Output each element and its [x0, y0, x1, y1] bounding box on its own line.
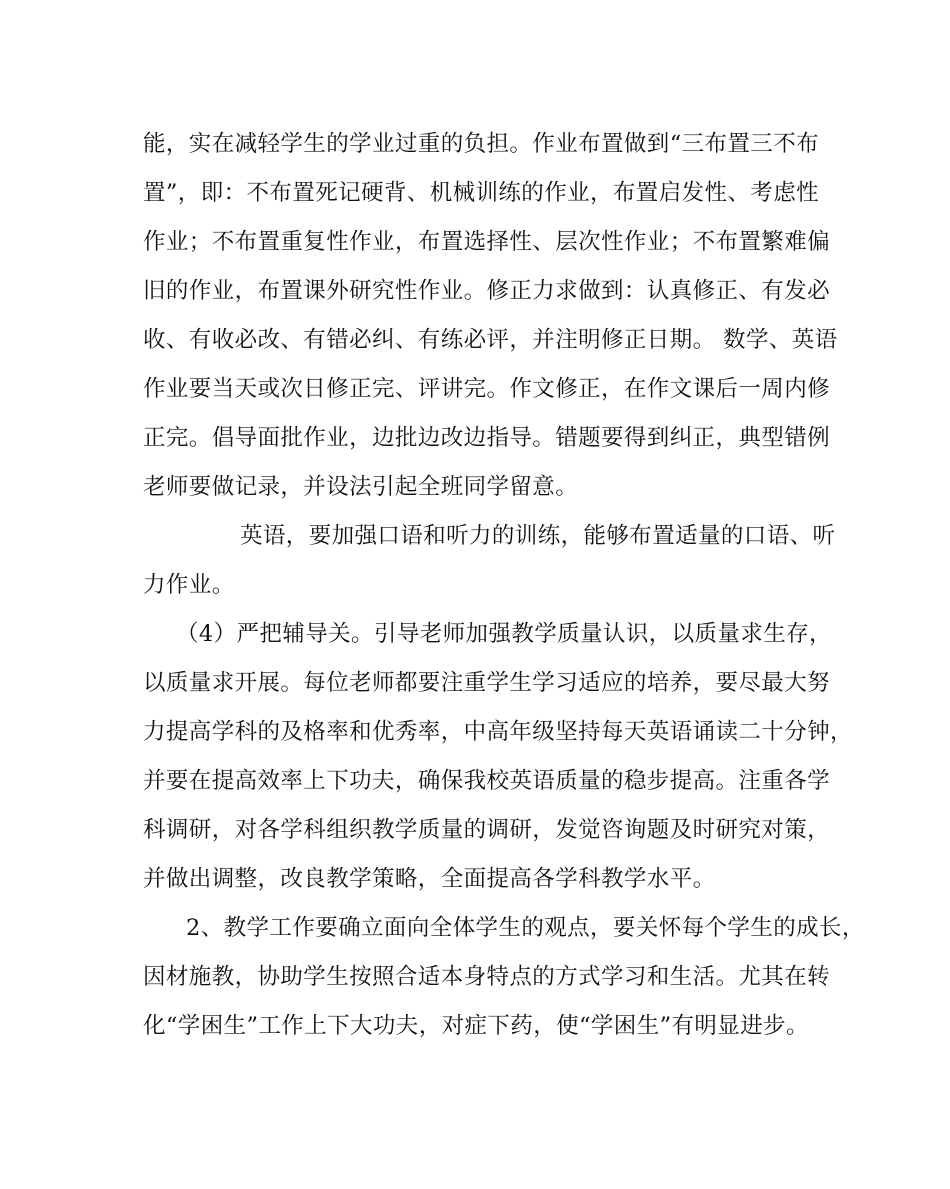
- text-line: 英语，要加强口语和听力的训练，能够布置适量的口语、听: [240, 523, 836, 549]
- text-line: 老师要做记录，并设法引起全班同学留意。: [143, 474, 579, 500]
- text-line: 2、教学工作要确立面向全体学生的观点，要关怀每个学生的成长，: [186, 915, 865, 941]
- text-line: 作业；不布置重复性作业，布置选择性、层次性作业；不布置繁难偏: [143, 229, 831, 255]
- text-line: 置”，即：不布置死记硬背、机械训练的作业，布置启发性、考虑性: [143, 180, 820, 206]
- text-line: 并做出调整，改良教学策略，全面提高各学科教学水平。: [143, 866, 716, 892]
- text-line: 旧的作业，布置课外研究性作业。修正力求做到：认真修正、有发必: [143, 278, 831, 304]
- text-line: 化“学困生”工作上下大功夫，对症下药，使“学困生”有明显进步。: [143, 1013, 809, 1039]
- text-line: 作业要当天或次日修正完、评讲完。作文修正，在作文课后一周内修: [143, 376, 831, 402]
- text-line: 正完。倡导面批作业，边批边改边指导。错题要得到纠正，典型错例: [143, 425, 831, 451]
- text-line: 以质量求开展。每位老师都要注重学生学习适应的培养，要尽最大努: [143, 670, 831, 696]
- text-line: 力作业。: [143, 572, 235, 598]
- text-line: 因材施教，协助学生按照合适本身特点的方式学习和生活。尤其在转: [143, 964, 831, 990]
- text-line: （4）严把辅导关。引导老师加强教学质量认识，以质量求生存，: [176, 621, 832, 647]
- text-line: 并要在提高效率上下功夫，确保我校英语质量的稳步提高。注重各学: [143, 768, 831, 794]
- text-line: 力提高学科的及格率和优秀率，中高年级坚持每天英语诵读二十分钟，: [143, 719, 853, 745]
- text-line: 能，实在减轻学生的学业过重的负担。作业布置做到“三布置三不布: [143, 131, 820, 157]
- text-line: 科调研，对各学科组织教学质量的调研，发觉咨询题及时研究对策，: [143, 817, 831, 843]
- text-line: 收、有收必改、有错必纠、有练必评，并注明修正日期。 数学、英语: [143, 327, 838, 353]
